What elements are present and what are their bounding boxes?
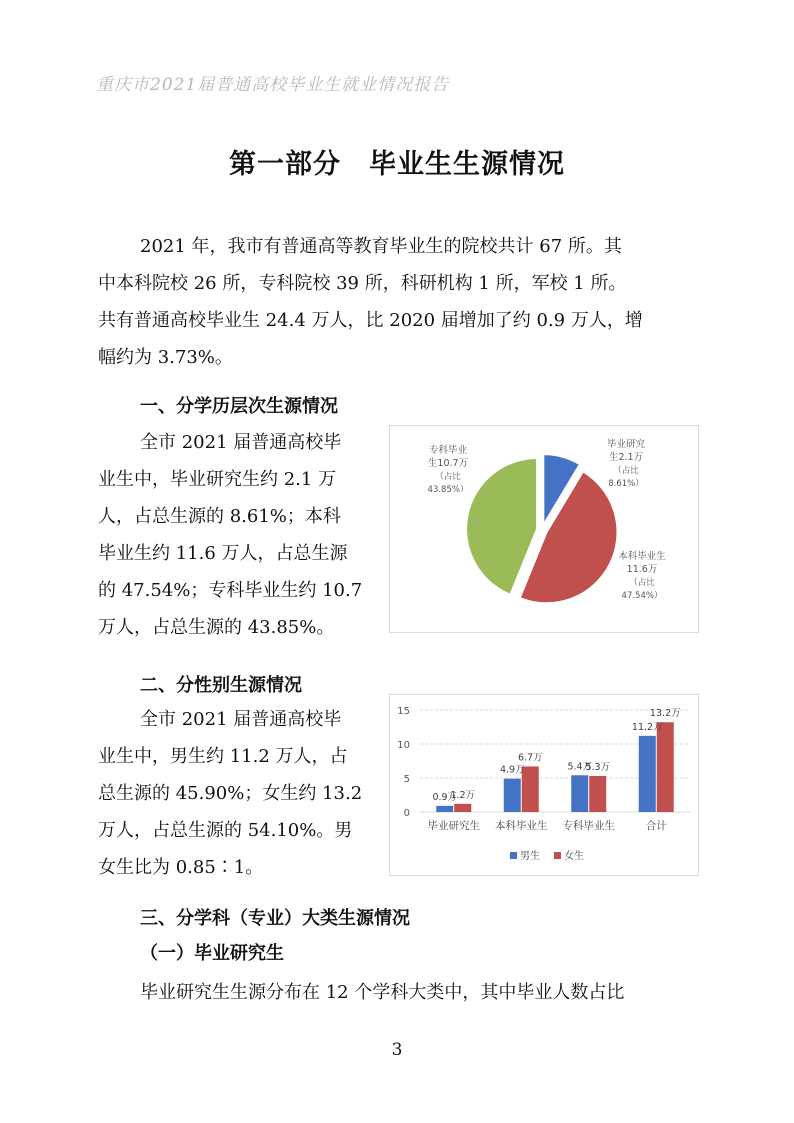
pie-label-1-line-4: 8.61%） <box>608 479 644 489</box>
page-number: 3 <box>391 1040 403 1060</box>
bar-male-1 <box>436 806 453 812</box>
pie-label-2-line-3: （占比 <box>629 578 655 588</box>
bar-data-label: 1.2万 <box>450 789 476 801</box>
y-tick-label: 0 <box>403 808 410 819</box>
bar-female-4 <box>657 722 674 812</box>
bar-male-3 <box>571 775 588 812</box>
intro-line-4: 幅约为 3.73%。 <box>98 347 233 368</box>
legend-swatch-female <box>554 852 561 859</box>
intro-line-1: 2021 年，我市有普通高等教育毕业生的院校共计 67 所。其 <box>140 236 622 257</box>
bar-data-label: 4.9万 <box>499 764 525 776</box>
y-tick-label: 5 <box>403 774 410 785</box>
bar-chart-box <box>389 694 699 876</box>
bar-data-label: 11.2万 <box>631 721 663 733</box>
x-tick-label: 本科毕业生 <box>495 820 548 832</box>
x-tick-label: 合计 <box>645 820 667 832</box>
pie-label-2-line-2: 11.6万 <box>626 564 658 575</box>
pie-label-1-line-2: 生2.1万 <box>608 452 644 463</box>
bar-female-3 <box>589 776 606 812</box>
legend-swatch-male <box>510 852 517 859</box>
section2-line-3: 总生源的 45.90%；女生约 13.2 <box>98 783 363 804</box>
pie-label-1-line-1: 毕业研究 <box>606 439 646 450</box>
section-heading-education: 一、分学历层次生源情况 <box>140 396 338 417</box>
pie-label-3-line-4: 43.85%） <box>427 485 469 495</box>
running-header: 重庆市2021届普通高校毕业生就业情况报告 <box>96 75 450 95</box>
section1-line-1: 全市 2021 届普通高校毕 <box>140 432 342 453</box>
section1-line-2: 业生中，毕业研究生约 2.1 万 <box>98 469 337 490</box>
bar-male-2 <box>504 779 521 812</box>
section-heading-gender: 二、分性别生源情况 <box>140 675 302 696</box>
y-tick-label: 15 <box>397 706 410 717</box>
section1-line-6: 万人，占总生源的 43.85%。 <box>98 617 335 638</box>
pie-label-3-line-1: 专科毕业 <box>428 445 468 456</box>
bar-data-label: 6.7万 <box>517 752 543 764</box>
section1-line-4: 毕业生约 11.6 万人，占总生源 <box>98 543 348 564</box>
pie-label-3-line-3: （占比 <box>435 472 461 482</box>
legend-label-male: 男生 <box>520 851 540 862</box>
intro-line-3: 共有普通高校毕业生 24.4 万人，比 2020 届增加了约 0.9 万人，增 <box>98 310 643 331</box>
section2-line-2: 业生中，男生约 11.2 万人，占 <box>98 746 348 767</box>
section-heading-discipline: 三、分学科（专业）大类生源情况 <box>140 908 410 929</box>
pie-label-3-line-2: 生10.7万 <box>427 458 469 469</box>
bar-male-4 <box>639 736 656 812</box>
bar-data-label: 0.9万 <box>432 791 458 803</box>
bar-data-label: 5.4万 <box>567 761 593 773</box>
bar-data-label: 13.2万 <box>649 708 681 720</box>
section1-line-5: 的 47.54%；专科毕业生约 10.7 <box>98 580 363 601</box>
pie-label-2-line-1: 本科毕业生 <box>618 551 666 562</box>
section3-line-1: 毕业研究生生源分布在 12 个学科大类中，其中毕业人数占比 <box>140 982 625 1003</box>
section1-line-3: 人，占总生源的 8.61%；本科 <box>98 506 341 527</box>
pie-label-2-line-4: 47.54%） <box>621 591 663 601</box>
bar-chart <box>390 695 698 875</box>
subsection-heading-graduate: （一）毕业研究生 <box>140 943 284 964</box>
section2-line-4: 万人，占总生源的 54.10%。男 <box>98 820 353 841</box>
x-tick-label: 专科毕业生 <box>562 820 615 832</box>
legend-label-female: 女生 <box>564 851 584 862</box>
section2-line-1: 全市 2021 届普通高校毕 <box>140 709 342 730</box>
y-tick-label: 10 <box>397 740 410 751</box>
pie-chart-box <box>389 425 699 633</box>
bar-female-1 <box>454 804 471 812</box>
pie-slice-3 <box>466 458 537 595</box>
section2-line-5: 女生比为 0.85∶1。 <box>98 857 264 878</box>
pie-chart <box>390 426 698 632</box>
x-tick-label: 毕业研究生 <box>427 820 480 832</box>
pie-label-1-line-3: （占比 <box>613 466 639 476</box>
intro-line-2: 中本科院校 26 所，专科院校 39 所，科研机构 1 所，军校 1 所。 <box>98 273 627 294</box>
bar-data-label: 5.3万 <box>585 761 611 773</box>
page-title: 第一部分 毕业生生源情况 <box>229 149 565 180</box>
